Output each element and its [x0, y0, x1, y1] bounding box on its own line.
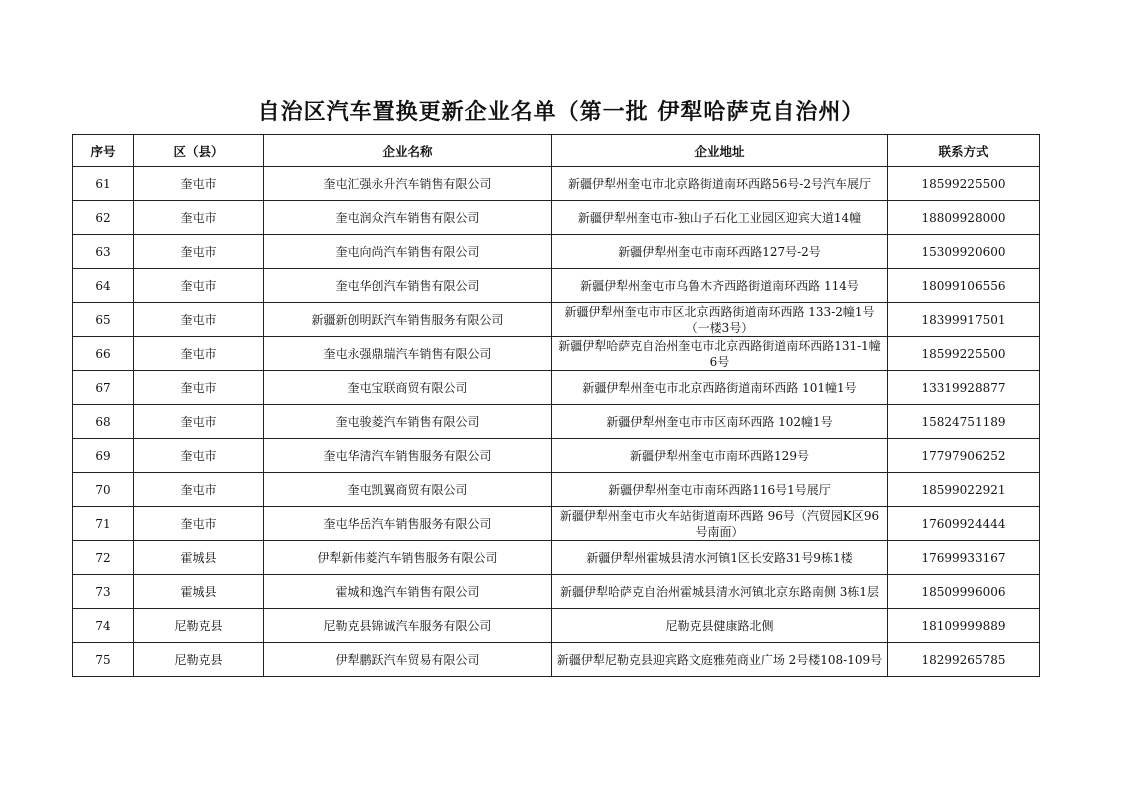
cell-company-name: 奎屯向尚汽车销售有限公司 — [264, 235, 552, 269]
cell-district: 奎屯市 — [134, 235, 264, 269]
table-row — [73, 235, 1040, 269]
cell-contact: 17797906252 — [888, 439, 1040, 473]
table-row — [73, 405, 1040, 439]
cell-district: 奎屯市 — [134, 303, 264, 337]
cell-serial-number: 73 — [73, 575, 134, 609]
page-title: 自治区汽车置换更新企业名单（第一批 伊犁哈萨克自治州） — [257, 100, 865, 125]
cell-serial-number: 67 — [73, 371, 134, 405]
table-row — [73, 439, 1040, 473]
cell-company-name: 伊犁鹏跃汽车贸易有限公司 — [264, 643, 552, 677]
cell-serial-number: 61 — [73, 167, 134, 201]
cell-district: 奎屯市 — [134, 269, 264, 303]
table-row — [73, 201, 1040, 235]
cell-contact: 18599022921 — [888, 473, 1040, 507]
cell-company-address: 新疆伊犁州奎屯市乌鲁木齐西路街道南环西路 114号 — [552, 269, 888, 303]
cell-district: 霍城县 — [134, 575, 264, 609]
cell-company-address: 新疆伊犁州奎屯市-独山子石化工业园区迎宾大道14幢 — [552, 201, 888, 235]
cell-serial-number: 70 — [73, 473, 134, 507]
table-row — [73, 541, 1040, 575]
cell-district: 奎屯市 — [134, 405, 264, 439]
cell-company-name: 奎屯华创汽车销售有限公司 — [264, 269, 552, 303]
cell-company-address: 新疆伊犁州奎屯市市区北京西路街道南环西路 133-2幢1号（一楼3号） — [552, 303, 888, 337]
cell-contact: 18109999889 — [888, 609, 1040, 643]
cell-contact: 13319928877 — [888, 371, 1040, 405]
cell-contact: 18399917501 — [888, 303, 1040, 337]
cell-company-name: 新疆新创明跃汽车销售服务有限公司 — [264, 303, 552, 337]
cell-company-address: 新疆伊犁州奎屯市火车站街道南环西路 96号（汽贸园K区96号南面） — [552, 507, 888, 541]
cell-company-address: 新疆伊犁尼勒克县迎宾路文庭雅苑商业广场 2号楼108-109号 — [552, 643, 888, 677]
cell-company-name: 尼勒克县锦诚汽车服务有限公司 — [264, 609, 552, 643]
cell-district: 奎屯市 — [134, 439, 264, 473]
cell-district: 奎屯市 — [134, 473, 264, 507]
cell-company-address: 尼勒克县健康路北侧 — [552, 609, 888, 643]
table-row — [73, 643, 1040, 677]
cell-contact: 18599225500 — [888, 337, 1040, 371]
cell-serial-number: 62 — [73, 201, 134, 235]
table-row — [73, 507, 1040, 541]
cell-company-name: 奎屯华清汽车销售服务有限公司 — [264, 439, 552, 473]
cell-district: 霍城县 — [134, 541, 264, 575]
cell-serial-number: 68 — [73, 405, 134, 439]
cell-company-address: 新疆伊犁州奎屯市北京路街道南环西路56号-2号汽车展厅 — [552, 167, 888, 201]
cell-company-name: 奎屯华岳汽车销售服务有限公司 — [264, 507, 552, 541]
cell-company-name: 奎屯润众汽车销售有限公司 — [264, 201, 552, 235]
cell-district: 奎屯市 — [134, 371, 264, 405]
cell-district: 奎屯市 — [134, 201, 264, 235]
cell-serial-number: 63 — [73, 235, 134, 269]
cell-serial-number: 66 — [73, 337, 134, 371]
table-row — [73, 473, 1040, 507]
cell-company-name: 奎屯凯翼商贸有限公司 — [264, 473, 552, 507]
header-company-address: 企业地址 — [552, 135, 888, 167]
cell-company-address: 新疆伊犁州奎屯市北京西路街道南环西路 101幢1号 — [552, 371, 888, 405]
cell-company-address: 新疆伊犁州奎屯市南环西路116号1号展厅 — [552, 473, 888, 507]
table-row — [73, 269, 1040, 303]
cell-serial-number: 71 — [73, 507, 134, 541]
cell-serial-number: 65 — [73, 303, 134, 337]
table-row — [73, 337, 1040, 371]
cell-company-address: 新疆伊犁哈萨克自治州奎屯市北京西路街道南环西路131-1幢6号 — [552, 337, 888, 371]
cell-contact: 18509996006 — [888, 575, 1040, 609]
cell-serial-number: 69 — [73, 439, 134, 473]
cell-company-name: 奎屯汇强永升汽车销售有限公司 — [264, 167, 552, 201]
cell-contact: 15824751189 — [888, 405, 1040, 439]
cell-district: 奎屯市 — [134, 507, 264, 541]
table-row — [73, 371, 1040, 405]
enterprise-table — [72, 134, 1040, 677]
cell-company-name: 奎屯宝联商贸有限公司 — [264, 371, 552, 405]
cell-district: 尼勒克县 — [134, 643, 264, 677]
table-row — [73, 303, 1040, 337]
cell-company-address: 新疆伊犁州奎屯市市区南环西路 102幢1号 — [552, 405, 888, 439]
header-contact: 联系方式 — [888, 135, 1040, 167]
cell-company-address: 新疆伊犁哈萨克自治州霍城县清水河镇北京东路南侧 3栋1层 — [552, 575, 888, 609]
cell-serial-number: 74 — [73, 609, 134, 643]
cell-district: 奎屯市 — [134, 167, 264, 201]
cell-serial-number: 75 — [73, 643, 134, 677]
cell-contact: 18809928000 — [888, 201, 1040, 235]
header-district: 区（县） — [134, 135, 264, 167]
header-company-name: 企业名称 — [264, 135, 552, 167]
cell-company-name: 伊犁新伟菱汽车销售服务有限公司 — [264, 541, 552, 575]
cell-contact: 18299265785 — [888, 643, 1040, 677]
cell-contact: 15309920600 — [888, 235, 1040, 269]
cell-company-address: 新疆伊犁州奎屯市南环西路129号 — [552, 439, 888, 473]
cell-contact: 18599225500 — [888, 167, 1040, 201]
cell-company-address: 新疆伊犁州奎屯市南环西路127号-2号 — [552, 235, 888, 269]
cell-company-name: 奎屯骏菱汽车销售有限公司 — [264, 405, 552, 439]
cell-district: 奎屯市 — [134, 337, 264, 371]
cell-company-name: 霍城和逸汽车销售有限公司 — [264, 575, 552, 609]
cell-serial-number: 72 — [73, 541, 134, 575]
table-row — [73, 167, 1040, 201]
cell-serial-number: 64 — [73, 269, 134, 303]
cell-company-address: 新疆伊犁州霍城县清水河镇1区长安路31号9栋1楼 — [552, 541, 888, 575]
cell-contact: 18099106556 — [888, 269, 1040, 303]
table-row — [73, 575, 1040, 609]
cell-contact: 17699933167 — [888, 541, 1040, 575]
table-header-row — [73, 135, 1040, 167]
header-serial-number: 序号 — [73, 135, 134, 167]
cell-company-name: 奎屯永强鼎瑞汽车销售有限公司 — [264, 337, 552, 371]
table-body — [73, 167, 1040, 677]
table-row — [73, 609, 1040, 643]
cell-contact: 17609924444 — [888, 507, 1040, 541]
cell-district: 尼勒克县 — [134, 609, 264, 643]
